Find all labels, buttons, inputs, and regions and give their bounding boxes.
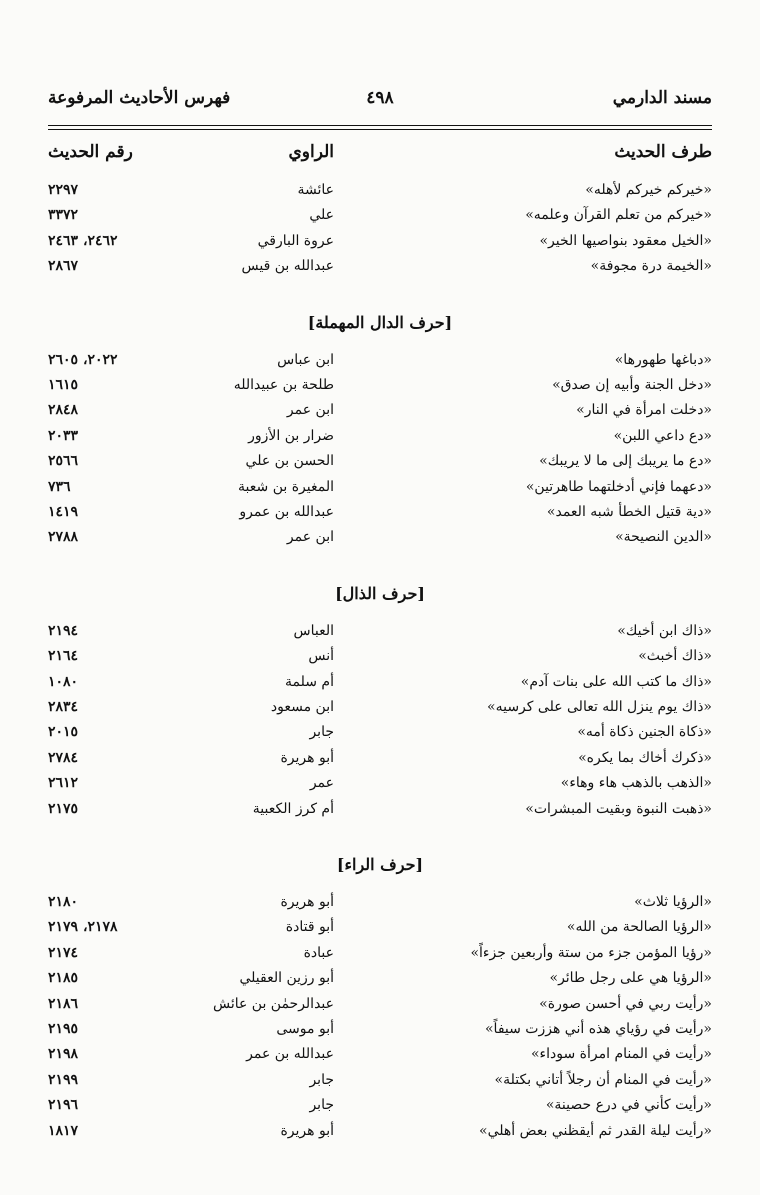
narrator-name: أبو هريرة bbox=[280, 749, 334, 766]
narrator-name: ابن عمر bbox=[286, 402, 334, 419]
index-row bbox=[48, 449, 712, 473]
narrator-name: عبدالرحمٰن بن عائش bbox=[212, 995, 334, 1012]
hadith-number: ٢١٩٩ bbox=[48, 1071, 79, 1088]
hadith-number: ٢٧٨٤ bbox=[48, 749, 79, 766]
narrator-name: ابن مسعود bbox=[270, 699, 334, 715]
hadith-number: ٢١٦٤ bbox=[48, 648, 79, 665]
hadith-number: ٧٣٦ bbox=[48, 478, 71, 495]
hadith-number: ١٠٨٠ bbox=[48, 673, 79, 690]
hadith-text: «رأيت في رؤياي هذه أني هززت سيفاً» bbox=[484, 1021, 712, 1037]
index-title: فهرس الأحاديث المرفوعة bbox=[48, 88, 231, 108]
hadith-text: «ذاك ما كتب الله على بنات آدم» bbox=[520, 673, 712, 690]
hadith-number: ١٨١٧ bbox=[48, 1122, 79, 1139]
hadith-number: ٢٠١٥ bbox=[48, 724, 79, 741]
narrator-name: أبو رزين العقيلي bbox=[239, 970, 334, 987]
hadith-number: ٢٨٦٧ bbox=[48, 258, 79, 275]
book-title: مسند الدارمي bbox=[612, 88, 712, 108]
index-row bbox=[48, 941, 712, 965]
hadith-text: «دعهما فإني أدخلتهما طاهرتين» bbox=[525, 478, 712, 495]
index-row bbox=[48, 1068, 712, 1092]
narrator-name: علي bbox=[309, 207, 334, 224]
index-row bbox=[48, 475, 712, 499]
narrator-name: أم كرز الكعبية bbox=[252, 800, 334, 817]
narrator-name: عبادة bbox=[303, 944, 334, 961]
index-row bbox=[48, 1017, 712, 1041]
hadith-text: «دية قتيل الخطأ شبه العمد» bbox=[546, 504, 712, 520]
hadith-number: ٢٥٦٦ bbox=[48, 453, 79, 470]
narrator-name: عبدالله بن قيس bbox=[241, 258, 334, 275]
index-row bbox=[48, 424, 712, 448]
column-header-number: رقم الحديث bbox=[48, 142, 133, 162]
narrator-name: ابن عمر bbox=[286, 529, 334, 546]
narrator-name: عروة البارقي bbox=[257, 232, 334, 249]
index-row bbox=[48, 500, 712, 524]
index-row bbox=[48, 890, 712, 914]
index-row bbox=[48, 746, 712, 770]
narrator-name: العباس bbox=[293, 622, 334, 639]
section-heading bbox=[48, 310, 712, 336]
narrator-name: عمر bbox=[309, 775, 334, 792]
hadith-number: ١٤١٩ bbox=[48, 504, 79, 520]
index-row bbox=[48, 771, 712, 795]
hadith-number: ٢٨٤٨ bbox=[48, 402, 79, 419]
hadith-text: «دع داعي اللبن» bbox=[613, 427, 712, 444]
hadith-number: ٢٤٦٢، ٢٤٦٣ bbox=[48, 232, 118, 249]
section-heading-text: [حرف الدال المهملة] bbox=[307, 312, 453, 332]
header-rule-thin bbox=[48, 129, 712, 130]
column-header-hadith: طرف الحديث bbox=[614, 142, 712, 162]
narrator-name: أنس bbox=[308, 648, 334, 665]
hadith-text: «دباغها طهورها» bbox=[614, 351, 712, 368]
hadith-number: ٢١٧٥ bbox=[48, 800, 79, 817]
header-rule bbox=[48, 125, 712, 126]
narrator-name: طلحة بن عبيدالله bbox=[233, 377, 334, 393]
hadith-text: «الدين النصيحة» bbox=[615, 529, 712, 546]
narrator-name: عبدالله بن عمرو bbox=[239, 504, 334, 520]
hadith-number: ٢٠٢٢، ٢٦٠٥ bbox=[48, 351, 118, 368]
hadith-number: ٢١٩٥ bbox=[48, 1021, 79, 1037]
narrator-name: أم سلمة bbox=[285, 673, 334, 690]
column-headers bbox=[48, 142, 712, 170]
hadith-text: «الرؤيا ثلاث» bbox=[634, 894, 712, 910]
hadith-number: ٢١٨٠ bbox=[48, 894, 79, 910]
hadith-text: «رأيت في المنام أن رجلاً أتاني بكتلة» bbox=[494, 1071, 712, 1088]
index-row bbox=[48, 348, 712, 372]
hadith-text: «رأيت ربي في أحسن صورة» bbox=[539, 995, 712, 1012]
hadith-number: ٢١٧٤ bbox=[48, 944, 79, 961]
hadith-text: «الذهب بالذهب هاء وهاء» bbox=[560, 775, 712, 792]
running-head bbox=[48, 88, 712, 118]
hadith-number: ٢١٧٨، ٢١٧٩ bbox=[48, 919, 118, 936]
index-row bbox=[48, 644, 712, 668]
index-row bbox=[48, 695, 712, 719]
index-row bbox=[48, 525, 712, 549]
section-heading bbox=[48, 852, 712, 878]
hadith-text: «الخيمة درة مجوفة» bbox=[590, 258, 712, 275]
narrator-name: أبو قتادة bbox=[285, 919, 334, 936]
section-heading bbox=[48, 581, 712, 607]
index-row bbox=[48, 254, 712, 278]
hadith-number: ٢١٩٨ bbox=[48, 1046, 79, 1063]
hadith-text: «ذكرك أخاك بما يكره» bbox=[578, 749, 712, 766]
hadith-text: «خيركم خيركم لأهله» bbox=[585, 182, 712, 198]
narrator-name: جابر bbox=[309, 1071, 334, 1088]
hadith-text: «رؤيا المؤمن جزء من ستة وأربعين جزءاً» bbox=[470, 944, 712, 961]
hadith-text: «دع ما يريبك إلى ما لا يريبك» bbox=[539, 453, 712, 470]
index-row bbox=[48, 720, 712, 744]
narrator-name: جابر bbox=[309, 1097, 334, 1114]
hadith-text: «ذاك أخبث» bbox=[638, 648, 712, 665]
narrator-name: ابن عباس bbox=[277, 351, 334, 368]
index-row bbox=[48, 915, 712, 939]
narrator-name: ضرار بن الأزور bbox=[248, 427, 334, 444]
index-row bbox=[48, 1042, 712, 1066]
hadith-number: ١٦١٥ bbox=[48, 377, 79, 393]
hadith-number: ٢١٨٦ bbox=[48, 995, 79, 1012]
index-row bbox=[48, 670, 712, 694]
narrator-name: أبو هريرة bbox=[280, 1122, 334, 1139]
column-header-narrator: الراوي bbox=[288, 142, 334, 162]
hadith-number: ٢٢٩٧ bbox=[48, 182, 79, 198]
hadith-text: «ذاك يوم ينزل الله تعالى على كرسيه» bbox=[487, 699, 712, 715]
hadith-number: ٢١٩٤ bbox=[48, 622, 79, 639]
hadith-number: ٢٨٣٤ bbox=[48, 699, 79, 715]
hadith-number: ٢١٩٦ bbox=[48, 1097, 79, 1114]
page-number: ٤٩٨ bbox=[366, 88, 394, 108]
hadith-text: «خيركم من تعلم القرآن وعلمه» bbox=[525, 207, 712, 224]
index-row bbox=[48, 229, 712, 253]
section-heading-text: [حرف الذال] bbox=[335, 583, 425, 603]
hadith-text: «رأيت في المنام امرأة سوداء» bbox=[530, 1046, 712, 1063]
hadith-text: «دخلت امرأة في النار» bbox=[576, 402, 712, 419]
hadith-text: «ذاك ابن أخيك» bbox=[617, 622, 712, 639]
hadith-text: «ذكاة الجنين ذكاة أمه» bbox=[577, 724, 712, 741]
narrator-name: أبو موسى bbox=[276, 1021, 334, 1037]
hadith-text: «رأيت ليلة القدر ثم أيقظني بعض أهلي» bbox=[479, 1122, 712, 1139]
hadith-number: ٢٧٨٨ bbox=[48, 529, 79, 546]
narrator-name: عائشة bbox=[297, 182, 334, 198]
index-row bbox=[48, 1119, 712, 1143]
narrator-name: عبدالله بن عمر bbox=[246, 1046, 334, 1063]
narrator-name: الحسن بن علي bbox=[245, 453, 334, 470]
narrator-name: أبو هريرة bbox=[280, 894, 334, 910]
section-heading-text: [حرف الراء] bbox=[336, 855, 424, 874]
index-row bbox=[48, 992, 712, 1016]
hadith-number: ٢١٨٥ bbox=[48, 970, 79, 987]
index-row bbox=[48, 1093, 712, 1117]
hadith-text: «ذهبت النبوة وبقيت المبشرات» bbox=[525, 800, 712, 817]
hadith-text: «الخيل معقود بنواصيها الخير» bbox=[539, 232, 712, 249]
index-row bbox=[48, 373, 712, 397]
hadith-text: «رأيت كأني في درع حصينة» bbox=[545, 1097, 712, 1114]
hadith-text: «دخل الجنة وأبيه إن صدق» bbox=[552, 377, 712, 393]
index-row bbox=[48, 966, 712, 990]
index-row bbox=[48, 398, 712, 422]
hadith-text: «الرؤيا هي على رجل طائر» bbox=[549, 970, 712, 987]
index-row bbox=[48, 797, 712, 821]
index-row bbox=[48, 203, 712, 227]
hadith-number: ٢٠٣٣ bbox=[48, 427, 79, 444]
hadith-text: «الرؤيا الصالحة من الله» bbox=[566, 919, 712, 936]
hadith-number: ٣٣٧٢ bbox=[48, 207, 79, 224]
hadith-number: ٢٦١٢ bbox=[48, 775, 79, 792]
narrator-name: المغيرة بن شعبة bbox=[238, 478, 334, 495]
index-row bbox=[48, 619, 712, 643]
narrator-name: جابر bbox=[309, 724, 334, 741]
index-row bbox=[48, 178, 712, 202]
